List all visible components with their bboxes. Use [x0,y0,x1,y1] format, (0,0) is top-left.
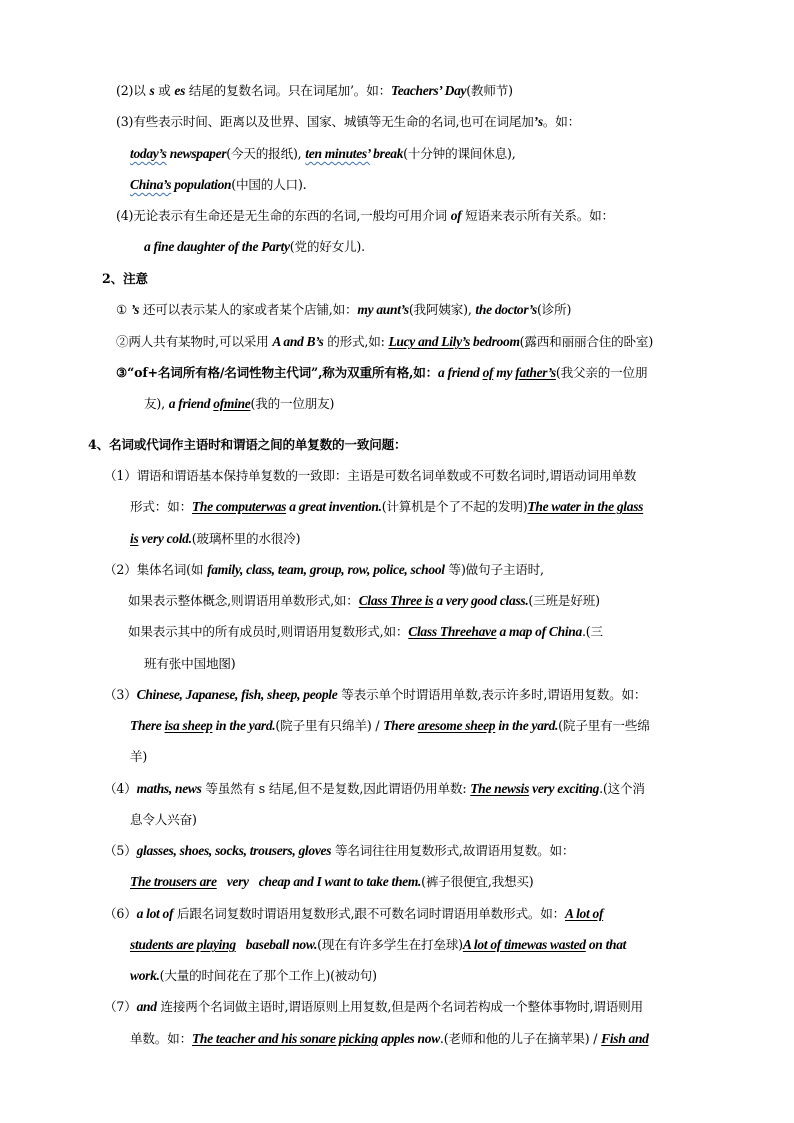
example: very exciting [529,781,600,796]
example: a friend [438,365,483,380]
example: a very good class. [433,593,529,608]
example: the doctor’s [475,302,537,317]
example: a map of China [496,624,582,639]
line-4 [130,176,306,194]
example: break [370,146,404,161]
example-underlined: father’s [515,365,556,380]
line-17 [128,592,600,610]
line-24 [130,811,197,829]
text: (4)无论表示有生命还是无生命的东西的名词,一般均可用介词 [116,208,451,223]
line-30 [104,998,643,1016]
text: 后跟名词复数时谓语用复数形式,跟不可数名词时谓语用单数形式。如： [173,906,566,921]
example: a great invention. [286,499,382,514]
section-heading-4 [88,436,406,454]
example: Teachers’ Day [391,83,467,98]
example: in the yard. [495,718,559,733]
text: 等表示单个时谓语用单数,表示许多时,谓语用复数。如： [337,687,647,702]
example: baseball now. [245,937,318,952]
term: s [149,83,155,98]
example-underlined: The water in the glass [527,499,644,514]
translation: (我阿姨家), [408,302,476,317]
example: cheap and I want to take them. [258,874,422,889]
example: very [226,874,249,889]
example: my aunt’s [357,302,409,317]
line-29 [130,967,377,985]
translation: (教师节) [466,83,513,98]
example-underlined: China’s [130,177,172,192]
heading-text: 2、注意 [102,271,148,286]
text: （2）集体名词(如 [104,562,208,577]
line-3 [130,145,516,163]
translation: (计算机是个了不起的发明) [381,499,528,514]
line-27 [104,905,603,923]
example: a fine daughter of the Party [144,239,290,254]
line-31 [130,1030,649,1048]
text: ②两人共有某物时,可以采用 [116,334,273,349]
example: There [383,718,418,733]
text: （6） [104,906,137,921]
line-13 [104,467,636,485]
translation: (裤子很便宜,我想买) [421,874,534,889]
text: 等)做句子主语时, [444,562,544,577]
text: ③“of+名词所有格/名词性物主代词”,称为双重所有格,如： [116,365,438,380]
example-underlined: aresome sheep [417,718,496,733]
text: 如果表示其中的所有成员时,则谓语用复数形式,如： [128,624,409,639]
line-6 [144,238,365,256]
translation: .(这个消 [599,781,645,796]
translation: (现在有许多学生在打垒球) [317,937,463,952]
line-23 [104,780,645,798]
example-underlined: The trousers are [130,874,217,889]
line-18 [128,623,603,641]
text: (3)有些表示时间、距离以及世界、国家、城镇等无生命的名词,也可在词尾加 [116,114,534,129]
translation: (露西和丽丽合住的卧室) [519,334,654,349]
term: A and B’s [272,334,324,349]
text: （3） [104,687,137,702]
text: 等虽然有 s 结尾,但不是复数,因此谓语仍用单数: [201,781,471,796]
example: on that [585,937,627,952]
text: （1）谓语和谓语基本保持单复数的一致即：主语是可数名词单数或不可数名词时,谓语动词用单数 [104,468,637,483]
example-underlined: students are playing [130,937,236,952]
text: 的形式,如: [323,334,389,349]
term: a lot of [136,906,174,921]
example-underlined: Lucy and Lily’s [388,334,470,349]
text: （7） [104,999,137,1014]
example-underlined: A lot of timewas wasted [462,937,586,952]
example-underlined: The newsis [470,781,530,796]
line-14 [130,498,643,516]
line-11 [144,395,334,413]
line-19 [144,655,235,673]
text: ① [116,302,131,317]
example: a friend [168,396,214,411]
example: very cold. [138,531,192,546]
example: my [493,365,516,380]
translation: 息令人兴奋) [130,812,197,827]
line-5 [116,207,614,225]
term: of [450,208,462,223]
translation: (院子里有只绵羊) / [275,718,384,733]
line-2 [116,113,580,131]
term: es [174,83,186,98]
text: （5） [104,843,137,858]
example-underlined: A lot of [565,906,604,921]
translation: (我的一位朋友) [250,396,335,411]
line-21 [130,717,650,735]
line-26 [130,873,534,891]
translation: (今天的报纸), [226,146,306,161]
line-9 [116,333,653,351]
translation: .(三 [581,624,603,639]
text: 或 [154,83,175,98]
example: bedroom [469,334,520,349]
text: 还可以表示某人的家或者某个店铺,如： [139,302,358,317]
translation: (诊所) [536,302,572,317]
translation: (中国的人口). [231,177,307,192]
line-20 [104,686,646,704]
translation: (院子里有一些绵 [558,718,650,733]
example-underlined: ofmine [213,396,251,411]
term: maths, news [136,781,202,796]
text: 。如： [542,114,580,129]
translation: 羊) [130,749,148,764]
text: 连接两个名词做主语时,谓语原则上用复数,但是两个名词若构成一个整体事物时,谓语则用 [156,999,643,1014]
section-heading-note [102,270,148,288]
term: ’s [130,302,140,317]
translation: (玻璃杯里的水很冷) [191,531,301,546]
example-underlined: Class Threehave [408,624,497,639]
example-underlined: The computerwas [191,499,287,514]
example-underlined: of [482,365,494,380]
example: in the yard. [212,718,276,733]
term: family, class, team, group, row, police, school [207,562,445,577]
example: population [171,177,232,192]
example: apples now [377,1031,440,1046]
example-underlined: ten minutes’ [305,146,371,161]
example: newspaper [166,146,227,161]
translation: .(老师和他的儿子在摘苹果) / [439,1031,602,1046]
line-1 [116,82,513,100]
line-28 [130,936,626,954]
example-underlined: isa sheep [164,718,213,733]
term: ’s [533,114,543,129]
term: Chinese, Japanese, fish, sheep, people [136,687,338,702]
term: glasses, shoes, socks, trousers, gloves [136,843,332,858]
example-underlined: today’s [130,146,167,161]
line-8 [116,301,571,319]
translation: 班有张中国地图) [144,656,236,671]
line-15 [130,530,300,548]
text: (2)以 [116,83,150,98]
heading-text: 4、名词或代词作主语时和谓语之间的单复数的一致问题： [88,437,407,452]
example-underlined: is [130,531,139,546]
example: work. [130,968,160,983]
translation: 友), [144,396,169,411]
line-16 [104,561,544,579]
translation: (党的好女儿). [289,239,365,254]
text: 如果表示整体概念,则谓语用单数形式,如： [128,593,359,608]
line-22 [130,748,147,766]
translation: (十分钟的课间休息), [403,146,516,161]
example: There [130,718,165,733]
translation: (大量的时间花在了那个工作上)(被动句) [159,968,377,983]
text: 结尾的复数名词。只在词尾加’。如： [185,83,391,98]
example-underlined: The teacher and his sonare picking [191,1031,378,1046]
text: 等名词往往用复数形式,故谓语用复数。如： [331,843,575,858]
text: 形式：如： [130,499,192,514]
example-underlined: Fish and [601,1031,649,1046]
translation: (我父亲的一位朋 [555,365,648,380]
line-10 [116,364,647,382]
text: 短语来表示所有关系。如： [461,208,614,223]
text: （4） [104,781,137,796]
text: 单数。如： [130,1031,192,1046]
example-underlined: Class Three is [358,593,434,608]
line-25 [104,842,574,860]
term: and [136,999,157,1014]
translation: (三班是好班) [528,593,600,608]
